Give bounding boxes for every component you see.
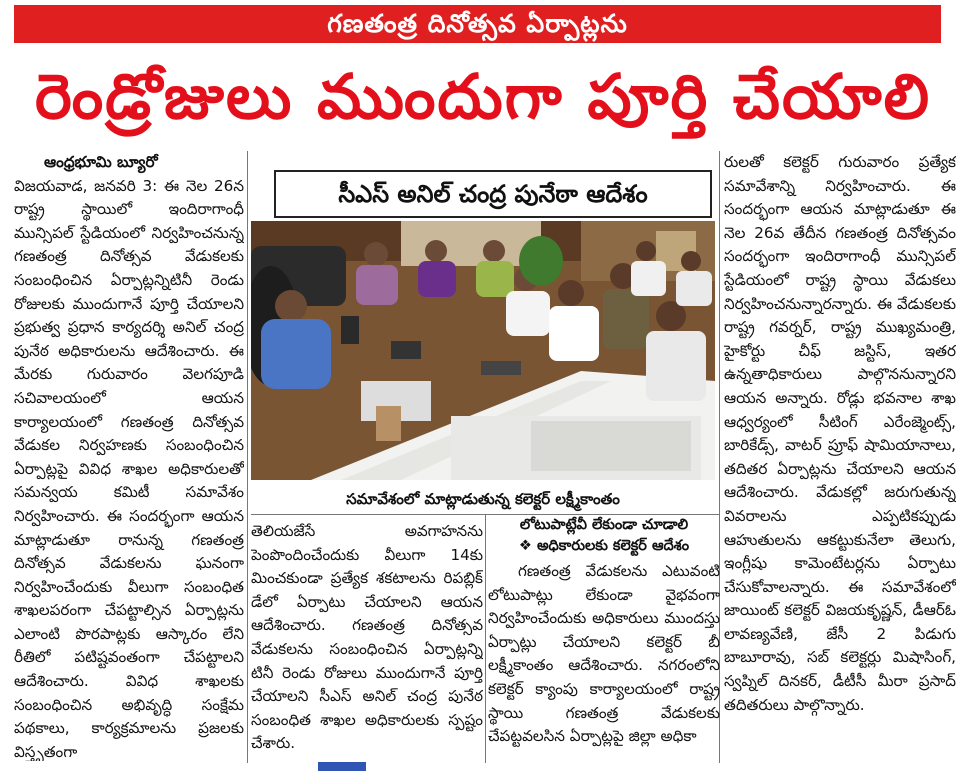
divider-left	[247, 151, 248, 763]
sidebar-title: లోటుపాట్లేవీ లేకుండా చూడాలి	[519, 517, 689, 533]
sidebar-text: గణతంత్ర వేడుకలను ఎటువంటి లోటుపాట్లు లేకుండా వైభవంగా నిర్వహించేందుకు అధికారులు ముందస్తు ఏర్పాట్లు చేయాలని కలెక్టర్ బీ లక్ష్మీకాంతం ఆదేశించారు. నగరంలోని కలెక్టర్ క్యాంపు కార్యాలయంలో రాష్ట్ర స్థాయి గణతంత్ర వేడుకలకు చేపట్టవలసిన ఏర్పాట్లపై జిల్లా అధికా	[488, 562, 720, 746]
sidebar-headline	[488, 515, 720, 557]
byline: ఆంధ్రభూమి బ్యూరో	[44, 153, 158, 171]
column-4	[488, 560, 720, 761]
column-5	[724, 151, 956, 761]
column-5-text: రులతో కలెక్టర్ గురువారం ప్రత్యేక సమావేశాన్ని నిర్వహించారు. ఈ సందర్భంగా ఆయన మాట్లాడుతూ ఈ నెల 26వ తేదీన గణతంత్ర దినోత్సవం సందర్భంగా ఇందిరాగాంధీ మున్సిపల్ స్టేడియంలో రాష్ట్ర స్థాయి వేడుకలు నిర్వహించనున్నారన్నారు. ఈ వేడుకలకు రాష్ట్ర గవర్నర్, రాష్ట్ర ముఖ్యమంత్రి, హైకోర్టు చీఫ్ జస్టిస్, ఇతర ఉన్నతాధికారులు పాల్గొననున్నారని ఆయన అన్నారు. రోడ్లు భవనాల శాఖ ఆధ్వర్యంలో సీటింగ్ ఎరేంజ్మెంట్స్, బారికేడ్స్, వాటర్ ప్రూఫ్ షామియానాలు, తదితర ఏర్పాట్లను చేయాలని ఆయన ఆదేశించారు. వేడుకల్లో జరుగుతున్న వివరాలను ఎప్పటికప్పుడు ఆహుతులను ఆకట్టుకునేలా తెలుగు, ఇంగ్లీషు కామెంటేటర్లను ఏర్పాటు చేసుకోవాలన్నారు. ఈ సమావేశంలో జాయింట్ కలెక్టర్ విజయకృష్ణన్, డీఆర్ఓ లావణ్యవేణి, జేసీ 2 పిడుగు బాబూరావు, సబ్ కలెక్టర్లు మిషాసింగ్, స్వప్నిల్ దినకర్, డీటీసీ మీరా ప్రసాద్ తదితరులు పాల్గొన్నారు.	[724, 153, 956, 714]
divider-middle	[485, 515, 486, 763]
kicker-banner: గణతంత్ర దినోత్సవ ఏర్పాట్లను	[14, 5, 941, 43]
footer-color-mark	[318, 762, 366, 771]
column-3-text: తెలియజేసే అవగాహనను పెంపొందించేందుకు వీలుగా 14కు మించకుండా ప్రత్యేక శకటాలను రిపబ్లిక్ డేలో ఏర్పాటు చేయాలని ఆయన ఆదేశించారు. గణతంత్ర దినోత్సవ వేడుకలను సంబంధించిన ఏర్పాట్లన్ని టినీ రెండు రోజులు ముందుగానే పూర్తి చేయాలని సీఎస్ అనిల్ చంద్ర పునేఠ సంబంధిత శాఖల అధికారులకు స్పష్టం చేశారు.	[251, 522, 483, 753]
meeting-photo	[251, 221, 715, 480]
column-3	[251, 520, 483, 761]
column-1	[14, 151, 244, 761]
column-1-text: విజయవాడ, జనవరి 3: ఈ నెల 26న రాష్ట్ర స్థాయిలో ఇందిరాగాంధీ మున్సిపల్ స్టేడియంలో నిర్వహించనున్న గణతంత్ర దినోత్సవ వేడుకలకు సంబంధించిన ఏర్పాట్లన్నిటినీ రెండు రోజులకు ముందుగానే పూర్తి చేయాలని ప్రభుత్వ ప్రధాన కార్యదర్శి అనిల్ చంద్ర పునేఠ అధికారులను ఆదేశించారు. ఈ మేరకు గురువారం వెలగపూడి సచివాలయంలో ఆయన కార్యాలయంలో గణతంత్ర దినోత్సవ వేడుకల నిర్వహణకు సంబంధించిన ఏర్పాట్లపై వివిధ శాఖల అధికారులతో సమన్వయ కమిటీ సమావేశం నిర్వహించారు. ఈ సందర్భంగా ఆయన మాట్లాడుతూ రానున్న గణతంత్ర దినోత్సవ వేడుకలను ఘనంగా నిర్వహించేందుకు వీలుగా సంబంధిత శాఖలపరంగా చేపట్టాల్సిన ఏర్పాట్లను ఎలాంటి పొరపాట్లకు ఆస్కారం లేని రీతిలో పటిష్టవంతంగా చేపట్టాలని ఆదేశించారు. వివిధ శాఖలకు సంబంధించిన అభివృద్ధి సంక్షేమ పథకాలు, కార్యక్రమాలను ప్రజలకు విస్తృతంగా	[14, 176, 244, 761]
subheadline: సీఎస్ అనిల్ చంద్ర పునేఠా ఆదేశం	[274, 170, 712, 218]
photo-caption: సమావేశంలో మాట్లాడుతున్న కలెక్టర్ లక్ష్మీకాంతం	[346, 490, 620, 508]
sidebar-subtitle: ❖ అధికారులకు కలెక్టర్ ఆదేశం	[518, 538, 690, 554]
page-headline: రెండ్రోజులు ముందుగా పూర్తి చేయాలి	[34, 60, 932, 133]
